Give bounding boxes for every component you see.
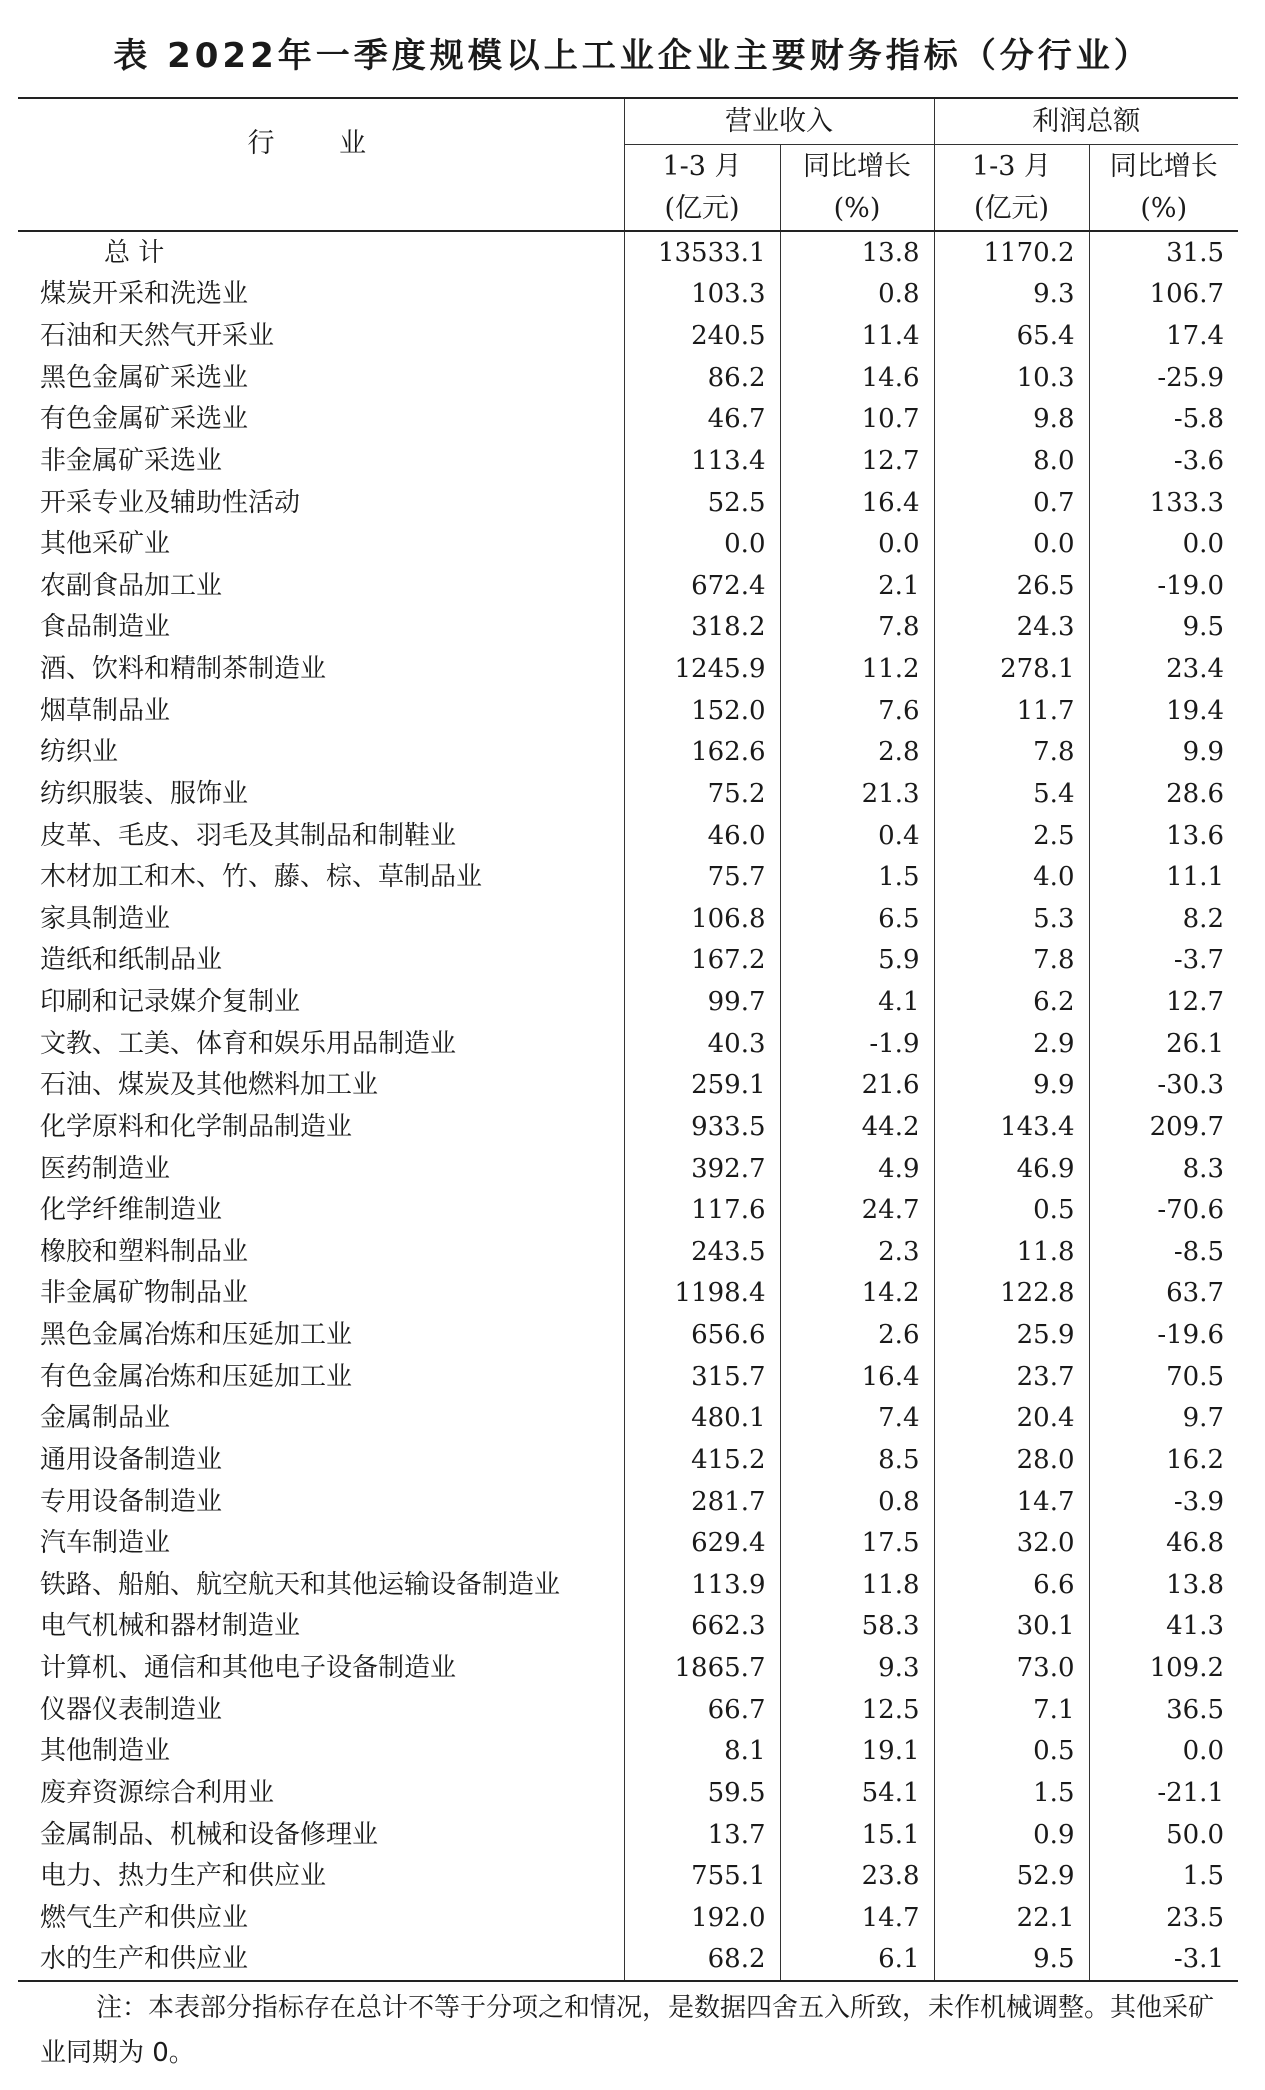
revenue-yoy-value: 10.7 xyxy=(780,399,934,441)
profit-yoy-value: 209.7 xyxy=(1089,1106,1238,1148)
profit-value: 7.1 xyxy=(934,1689,1089,1731)
revenue-value: 99.7 xyxy=(624,981,780,1023)
revenue-value: 113.4 xyxy=(624,440,780,482)
profit-value: 73.0 xyxy=(934,1647,1089,1689)
revenue-value: 162.6 xyxy=(624,732,780,774)
table-row xyxy=(18,1023,1238,1065)
footnote: 注：本表部分指标存在总计不等于分项之和情况，是数据四舍五入所致，未作机械调整。其他采矿业同期为 0。 xyxy=(40,1993,1215,2068)
industry-name: 纺织服装、服饰业 xyxy=(40,778,249,809)
revenue-yoy-value: -1.9 xyxy=(780,1023,934,1065)
revenue-value: 259.1 xyxy=(624,1065,780,1107)
profit-value: 122.8 xyxy=(934,1273,1089,1315)
revenue-value: 243.5 xyxy=(624,1231,780,1273)
profit-value: 25.9 xyxy=(934,1314,1089,1356)
profit-yoy-value: 13.6 xyxy=(1089,815,1238,857)
industry-name: 石油和天然气开采业 xyxy=(40,321,275,352)
revenue-value: 66.7 xyxy=(624,1689,780,1731)
table-row xyxy=(18,1606,1238,1648)
profit-yoy-value: 63.7 xyxy=(1089,1273,1238,1315)
table-row xyxy=(18,690,1238,732)
table-row xyxy=(18,315,1238,357)
revenue-yoy-value: 1.5 xyxy=(780,856,934,898)
profit-value: 7.8 xyxy=(934,940,1089,982)
revenue-yoy-value: 13.8 xyxy=(780,231,934,274)
revenue-yoy-value: 11.8 xyxy=(780,1564,934,1606)
profit-yoy-value: -30.3 xyxy=(1089,1065,1238,1107)
revenue-yoy-value: 19.1 xyxy=(780,1731,934,1773)
profit-yoy-value: 12.7 xyxy=(1089,981,1238,1023)
industry-name: 纺织业 xyxy=(40,737,119,768)
industry-name: 煤炭开采和洗选业 xyxy=(40,279,249,310)
industry-name: 石油、煤炭及其他燃料加工业 xyxy=(40,1070,379,1101)
revenue-yoy-value: 7.6 xyxy=(780,690,934,732)
revenue-value: 167.2 xyxy=(624,940,780,982)
profit-value: 0.0 xyxy=(934,523,1089,565)
industry-name: 其他采矿业 xyxy=(40,529,171,560)
industry-name: 仪器仪表制造业 xyxy=(40,1694,223,1725)
table-row xyxy=(18,1481,1238,1523)
profit-value: 10.3 xyxy=(934,357,1089,399)
revenue-yoy-value: 8.5 xyxy=(780,1439,934,1481)
revenue-value: 40.3 xyxy=(624,1023,780,1065)
profit-yoy-value: 26.1 xyxy=(1089,1023,1238,1065)
profit-value: 278.1 xyxy=(934,648,1089,690)
table-row xyxy=(18,482,1238,524)
revenue-yoy-value: 21.3 xyxy=(780,773,934,815)
revenue-value: 480.1 xyxy=(624,1398,780,1440)
revenue-yoy-value: 4.9 xyxy=(780,1148,934,1190)
profit-value: 2.5 xyxy=(934,815,1089,857)
industry-name: 电气机械和器材制造业 xyxy=(40,1611,301,1642)
industry-name: 开采专业及辅助性活动 xyxy=(40,487,301,518)
revenue-yoy-value: 0.0 xyxy=(780,523,934,565)
profit-yoy-value: -3.7 xyxy=(1089,940,1238,982)
revenue-yoy-value: 14.7 xyxy=(780,1897,934,1939)
profit-value: 5.4 xyxy=(934,773,1089,815)
table-row xyxy=(18,1731,1238,1773)
revenue-yoy-value: 17.5 xyxy=(780,1522,934,1564)
profit-yoy-value: 46.8 xyxy=(1089,1522,1238,1564)
revenue-yoy-value: 6.5 xyxy=(780,898,934,940)
table-row xyxy=(18,1273,1238,1315)
revenue-yoy-value: 6.1 xyxy=(780,1939,934,1982)
industry-header: 行 业 xyxy=(18,98,624,187)
revenue-value: 52.5 xyxy=(624,482,780,524)
table-row xyxy=(18,399,1238,441)
profit-yoy-header: 同比增长 xyxy=(1089,145,1238,188)
table-row xyxy=(18,898,1238,940)
profit-value: 24.3 xyxy=(934,607,1089,649)
profit-value: 0.5 xyxy=(934,1189,1089,1231)
revenue-value: 103.3 xyxy=(624,274,780,316)
table-row xyxy=(18,607,1238,649)
total-row xyxy=(18,231,1238,274)
table-row xyxy=(18,815,1238,857)
revenue-value: 415.2 xyxy=(624,1439,780,1481)
profit-yoy-value: 23.4 xyxy=(1089,648,1238,690)
table-row xyxy=(18,357,1238,399)
revenue-value: 8.1 xyxy=(624,1731,780,1773)
profit-value: 6.2 xyxy=(934,981,1089,1023)
industry-name: 医药制造业 xyxy=(40,1153,171,1184)
profit-yoy-value: -19.6 xyxy=(1089,1314,1238,1356)
revenue-value: 318.2 xyxy=(624,607,780,649)
profit-yoy-value: 17.4 xyxy=(1089,315,1238,357)
revenue-value: 75.7 xyxy=(624,856,780,898)
revenue-yoy-value: 9.3 xyxy=(780,1647,934,1689)
industry-name: 家具制造业 xyxy=(40,903,171,934)
table-row xyxy=(18,1939,1238,1982)
revenue-yoy-value: 4.1 xyxy=(780,981,934,1023)
industry-name: 黑色金属矿采选业 xyxy=(40,362,249,393)
revenue-value: 392.7 xyxy=(624,1148,780,1190)
profit-value: 14.7 xyxy=(934,1481,1089,1523)
revenue-yoy-value: 7.8 xyxy=(780,607,934,649)
profit-value: 28.0 xyxy=(934,1439,1089,1481)
revenue-group-header: 营业收入 xyxy=(624,98,934,145)
revenue-yoy-value: 2.3 xyxy=(780,1231,934,1273)
revenue-value: 192.0 xyxy=(624,1897,780,1939)
profit-yoy-value: 8.2 xyxy=(1089,898,1238,940)
revenue-value: 0.0 xyxy=(624,523,780,565)
table-row xyxy=(18,523,1238,565)
table-row xyxy=(18,1106,1238,1148)
table-row xyxy=(18,981,1238,1023)
profit-yoy-value: -3.1 xyxy=(1089,1939,1238,1982)
profit-value: 32.0 xyxy=(934,1522,1089,1564)
profit-value: 0.7 xyxy=(934,482,1089,524)
revenue-value: 13.7 xyxy=(624,1814,780,1856)
table-row xyxy=(18,1647,1238,1689)
industry-name: 造纸和纸制品业 xyxy=(40,945,223,976)
revenue-value: 662.3 xyxy=(624,1606,780,1648)
profit-yoy-value: 50.0 xyxy=(1089,1814,1238,1856)
table-row xyxy=(18,1439,1238,1481)
revenue-yoy-value: 44.2 xyxy=(780,1106,934,1148)
profit-yoy-value: -3.9 xyxy=(1089,1481,1238,1523)
revenue-yoy-value: 24.7 xyxy=(780,1189,934,1231)
profit-value: 7.8 xyxy=(934,732,1089,774)
revenue-yoy-value: 0.4 xyxy=(780,815,934,857)
profit-value: 2.9 xyxy=(934,1023,1089,1065)
industry-name: 文教、工美、体育和娱乐用品制造业 xyxy=(40,1028,457,1059)
industry-name: 总 计 xyxy=(104,237,165,268)
industry-name: 专用设备制造业 xyxy=(40,1486,223,1517)
revenue-yoy-value: 0.8 xyxy=(780,274,934,316)
revenue-value: 86.2 xyxy=(624,357,780,399)
revenue-yoy-header: 同比增长 xyxy=(780,145,934,188)
revenue-yoy-value: 14.2 xyxy=(780,1273,934,1315)
table-row xyxy=(18,1689,1238,1731)
profit-yoy-value: 9.9 xyxy=(1089,732,1238,774)
industry-name: 金属制品、机械和设备修理业 xyxy=(40,1819,379,1850)
profit-value: 26.5 xyxy=(934,565,1089,607)
revenue-yoy-value: 0.8 xyxy=(780,1481,934,1523)
industry-name: 橡胶和塑料制品业 xyxy=(40,1236,249,1267)
revenue-yoy-value: 16.4 xyxy=(780,482,934,524)
revenue-value: 59.5 xyxy=(624,1772,780,1814)
revenue-yoy-value: 7.4 xyxy=(780,1398,934,1440)
revenue-value: 106.8 xyxy=(624,898,780,940)
profit-value: 9.8 xyxy=(934,399,1089,441)
table-row xyxy=(18,856,1238,898)
table-row xyxy=(18,440,1238,482)
profit-value: 143.4 xyxy=(934,1106,1089,1148)
industry-name: 非金属矿采选业 xyxy=(40,445,223,476)
profit-yoy-value: 9.7 xyxy=(1089,1398,1238,1440)
table-row xyxy=(18,1189,1238,1231)
revenue-yoy-value: 5.9 xyxy=(780,940,934,982)
revenue-value: 629.4 xyxy=(624,1522,780,1564)
revenue-value: 1865.7 xyxy=(624,1647,780,1689)
revenue-value: 75.2 xyxy=(624,773,780,815)
profit-yoy-value: 109.2 xyxy=(1089,1647,1238,1689)
revenue-value: 672.4 xyxy=(624,565,780,607)
industry-name: 化学纤维制造业 xyxy=(40,1195,223,1226)
industry-name: 食品制造业 xyxy=(40,612,171,643)
profit-yoy-value: 23.5 xyxy=(1089,1897,1238,1939)
revenue-yoy-value: 54.1 xyxy=(780,1772,934,1814)
profit-value: 11.8 xyxy=(934,1231,1089,1273)
industry-name: 木材加工和木、竹、藤、棕、草制品业 xyxy=(40,862,483,893)
profit-value: 5.3 xyxy=(934,898,1089,940)
profit-yoy-value: -25.9 xyxy=(1089,357,1238,399)
industry-name: 燃气生产和供应业 xyxy=(40,1902,249,1933)
revenue-value: 281.7 xyxy=(624,1481,780,1523)
revenue-value: 68.2 xyxy=(624,1939,780,1982)
profit-yoy-value: -3.6 xyxy=(1089,440,1238,482)
revenue-period-header: 1-3 月 xyxy=(624,145,780,188)
revenue-value: 240.5 xyxy=(624,315,780,357)
profit-yoy-value: -5.8 xyxy=(1089,399,1238,441)
revenue-value: 315.7 xyxy=(624,1356,780,1398)
revenue-value: 117.6 xyxy=(624,1189,780,1231)
revenue-yoy-value: 12.7 xyxy=(780,440,934,482)
profit-value: 20.4 xyxy=(934,1398,1089,1440)
industry-name: 计算机、通信和其他电子设备制造业 xyxy=(40,1653,457,1684)
industry-name: 金属制品业 xyxy=(40,1403,171,1434)
revenue-value: 13533.1 xyxy=(624,231,780,274)
table-row xyxy=(18,1148,1238,1190)
industry-name: 化学原料和化学制品制造业 xyxy=(40,1111,353,1142)
revenue-yoy-value: 15.1 xyxy=(780,1814,934,1856)
financial-indicators-table xyxy=(18,97,1238,1982)
profit-yoy-value: 19.4 xyxy=(1089,690,1238,732)
profit-yoy-value: 0.0 xyxy=(1089,523,1238,565)
industry-name: 通用设备制造业 xyxy=(40,1444,223,1475)
industry-name: 其他制造业 xyxy=(40,1736,171,1767)
profit-yoy-value: 133.3 xyxy=(1089,482,1238,524)
profit-yoy-value: 9.5 xyxy=(1089,607,1238,649)
industry-name: 农副食品加工业 xyxy=(40,570,223,601)
profit-yoy-value: 16.2 xyxy=(1089,1439,1238,1481)
revenue-value: 755.1 xyxy=(624,1855,780,1897)
profit-group-header: 利润总额 xyxy=(934,98,1238,145)
table-row xyxy=(18,1065,1238,1107)
revenue-yoy-value: 14.6 xyxy=(780,357,934,399)
profit-yoy-value: -8.5 xyxy=(1089,1231,1238,1273)
profit-yoy-value: 13.8 xyxy=(1089,1564,1238,1606)
profit-yoy-value: 70.5 xyxy=(1089,1356,1238,1398)
revenue-yoy-value: 16.4 xyxy=(780,1356,934,1398)
table-row xyxy=(18,1398,1238,1440)
industry-name: 铁路、船舶、航空航天和其他运输设备制造业 xyxy=(40,1569,561,1600)
industry-name: 非金属矿物制品业 xyxy=(40,1278,249,1309)
revenue-yoy-value: 11.4 xyxy=(780,315,934,357)
profit-value: 4.0 xyxy=(934,856,1089,898)
revenue-value: 46.0 xyxy=(624,815,780,857)
profit-value: 65.4 xyxy=(934,315,1089,357)
table-body xyxy=(18,231,1238,1981)
revenue-value: 113.9 xyxy=(624,1564,780,1606)
industry-header-spacer xyxy=(18,187,624,231)
profit-yoy-value: 41.3 xyxy=(1089,1606,1238,1648)
industry-name: 有色金属冶炼和压延加工业 xyxy=(40,1361,353,1392)
profit-yoy-value: -70.6 xyxy=(1089,1189,1238,1231)
revenue-yoy-value: 58.3 xyxy=(780,1606,934,1648)
profit-value: 9.9 xyxy=(934,1065,1089,1107)
table-row xyxy=(18,1564,1238,1606)
table-row xyxy=(18,773,1238,815)
table-row xyxy=(18,1231,1238,1273)
profit-yoy-value: -19.0 xyxy=(1089,565,1238,607)
profit-value: 30.1 xyxy=(934,1606,1089,1648)
revenue-value: 152.0 xyxy=(624,690,780,732)
profit-yoy-value: 1.5 xyxy=(1089,1855,1238,1897)
industry-name: 汽车制造业 xyxy=(40,1528,171,1559)
profit-value: 11.7 xyxy=(934,690,1089,732)
profit-yoy-value: 8.3 xyxy=(1089,1148,1238,1190)
industry-name: 皮革、毛皮、羽毛及其制品和制鞋业 xyxy=(40,820,457,851)
revenue-value: 1245.9 xyxy=(624,648,780,690)
revenue-yoy-value: 2.6 xyxy=(780,1314,934,1356)
profit-yoy-value: 106.7 xyxy=(1089,274,1238,316)
industry-name: 黑色金属冶炼和压延加工业 xyxy=(40,1320,353,1351)
industry-name: 烟草制品业 xyxy=(40,695,171,726)
table-row xyxy=(18,274,1238,316)
profit-value: 23.7 xyxy=(934,1356,1089,1398)
revenue-value: 46.7 xyxy=(624,399,780,441)
profit-unit-header: (亿元) xyxy=(934,187,1089,231)
profit-yoy-value: 31.5 xyxy=(1089,231,1238,274)
profit-yoy-value: -21.1 xyxy=(1089,1772,1238,1814)
industry-name: 水的生产和供应业 xyxy=(18,1939,624,1982)
table-title: 表 2022年一季度规模以上工业企业主要财务指标（分行业） xyxy=(113,36,1152,76)
table-row xyxy=(18,940,1238,982)
revenue-yoy-unit-header: (%) xyxy=(780,187,934,231)
industry-name: 有色金属矿采选业 xyxy=(40,404,249,435)
table-row xyxy=(18,565,1238,607)
profit-yoy-value: 28.6 xyxy=(1089,773,1238,815)
table-row xyxy=(18,1897,1238,1939)
revenue-yoy-value: 23.8 xyxy=(780,1855,934,1897)
table-row xyxy=(18,1314,1238,1356)
profit-value: 1170.2 xyxy=(934,231,1089,274)
revenue-yoy-value: 12.5 xyxy=(780,1689,934,1731)
profit-value: 22.1 xyxy=(934,1897,1089,1939)
profit-value: 8.0 xyxy=(934,440,1089,482)
revenue-yoy-value: 21.6 xyxy=(780,1065,934,1107)
table-row xyxy=(18,1772,1238,1814)
profit-period-header: 1-3 月 xyxy=(934,145,1089,188)
table-row xyxy=(18,1855,1238,1897)
profit-value: 46.9 xyxy=(934,1148,1089,1190)
profit-yoy-value: 36.5 xyxy=(1089,1689,1238,1731)
industry-name: 废弃资源综合利用业 xyxy=(40,1777,275,1808)
profit-yoy-value: 0.0 xyxy=(1089,1731,1238,1773)
profit-value: 6.6 xyxy=(934,1564,1089,1606)
table-row xyxy=(18,648,1238,690)
table-row xyxy=(18,1814,1238,1856)
revenue-value: 1198.4 xyxy=(624,1273,780,1315)
profit-yoy-unit-header: (%) xyxy=(1089,187,1238,231)
revenue-yoy-value: 11.2 xyxy=(780,648,934,690)
table-row xyxy=(18,732,1238,774)
revenue-unit-header: (亿元) xyxy=(624,187,780,231)
industry-name: 电力、热力生产和供应业 xyxy=(40,1861,327,1892)
profit-yoy-value: 11.1 xyxy=(1089,856,1238,898)
industry-name: 酒、饮料和精制茶制造业 xyxy=(40,654,327,685)
revenue-yoy-value: 2.8 xyxy=(780,732,934,774)
profit-value: 9.3 xyxy=(934,274,1089,316)
profit-value: 9.5 xyxy=(934,1939,1089,1982)
revenue-yoy-value: 2.1 xyxy=(780,565,934,607)
table-row xyxy=(18,1522,1238,1564)
profit-value: 1.5 xyxy=(934,1772,1089,1814)
profit-value: 52.9 xyxy=(934,1855,1089,1897)
industry-name: 印刷和记录媒介复制业 xyxy=(40,987,301,1018)
profit-value: 0.5 xyxy=(934,1731,1089,1773)
profit-value: 0.9 xyxy=(934,1814,1089,1856)
table-row xyxy=(18,1356,1238,1398)
revenue-value: 933.5 xyxy=(624,1106,780,1148)
revenue-value: 656.6 xyxy=(624,1314,780,1356)
